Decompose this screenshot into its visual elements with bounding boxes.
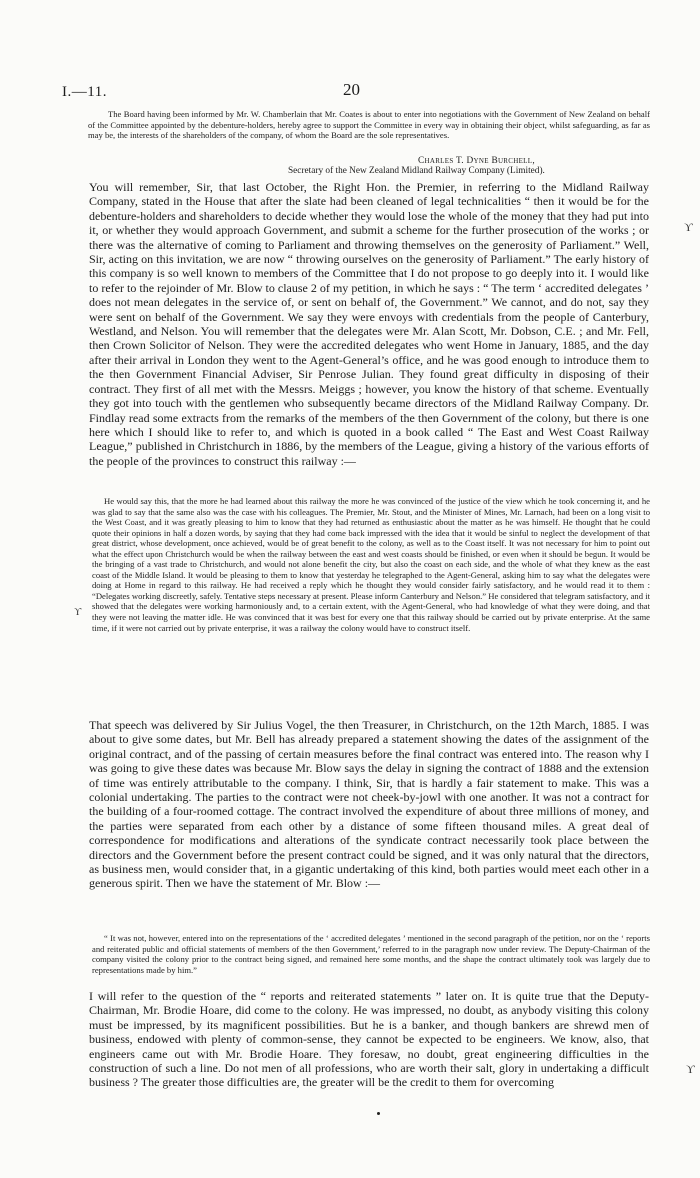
- signature-name: Charles T. Dyne Burchell,: [418, 156, 535, 166]
- footer-dot: [377, 1112, 380, 1115]
- quotation-vogel-speech: He would say this, that the more he had learned about this railway the more he was convinced of the justice of the view which he took concerning it, and he was glad to say that the same also was the case with his colleagues. The Premier, Mr. Stout, and the Minister of Mines, Mr. Larnach, had been on a long visit to the West Coast, and it was greatly pleasing to him to know that they had returned as enthusiastic about the matter as he was himself. He thought that he could quote their opinions in half a dozen words, by saying that they had come back impressed with the idea that it would be sinful to neglect the development of that great district, whose development, once achieved, would be of great benefit to the colony, as well as to the Coast itself. It was not necessary for him to point out what the effect upon Christchurch would be when the railway between the east and west coasts should be finished, or even when it should be begun. It would be the bringing of a vast trade to Christchurch, and would not alone benefit the city, but also the coast on each side, and the whole of what they knew as the east coast of the Middle Island. It would be pleasing to them to know that yesterday he telegraphed to the Agent-General, asking him to say what the delegates were doing at Home in regard to this railway. He had received a reply which he thought they would consider fairly satisfactory, and he would read it to them : “Delegates working discreetly, safely. Tentative steps necessary at present. Please inform Canterbury and Nelson.” He considered that telegram satisfactory, and it showed that the delegates were working harmoniously and, to a certain extent, with the Agent-General, who had knowledge of what they were doing, and that they were not leaving the matter idle. He was convinced that it was best for every one that this railway should be carried out by private enterprise. At the same time, if it were not carried out by private enterprise, it was a railway the colony would have to construct itself.: [92, 496, 650, 633]
- quotation-blow-statement: “ It was not, however, entered into on the representations of the ‘ accredited delegates ’ mentioned in the second paragraph of the petition, nor on the ‘ reports and reiterated public and official statements of members of the then Government,’ referred to in the paragraph now under review. The Deputy-Chairman of the company visited the colony prior to the contract being signed, and remained here some months, and the shape the contract ultimately took was largely due to representations made by him.”: [92, 933, 650, 975]
- page-reference: I.—11.: [62, 84, 107, 100]
- board-note: The Board having been informed by Mr. W. Chamberlain that Mr. Coates is about to enter into negotiations with the Government of New Zealand on behalf of the Committee appointed by the debenture-holders, hereby agree to support the Committee in every way in obtaining their object, whilst safeguarding, as far as may be, the interests of the shareholders of the company, of whom the Board are the sole representatives.: [88, 109, 650, 141]
- margin-mark-bottom: ϒ: [686, 1062, 695, 1076]
- body-paragraph-2: That speech was delivered by Sir Julius Vogel, the then Treasurer, in Christchurch, on the 12th March, 1885. I was about to give some dates, but Mr. Bell has already prepared a statement showing the dates of the assignment of the original contract, and of the passing of certain measures before the final contract was entered into. The reason why I was going to give these dates was because Mr. Blow says the delay in signing the contract of 1888 and the extension of time was entirely attributable to the company. I think, Sir, that is hardly a fair statement to make. This was a colonial undertaking. The parties to the contract were not cheek-by-jowl with one another. It was not a contract for the building of a four-roomed cottage. The contract involved the expenditure of about three millions of money, and the parties were separated from each other by a distance of some fifteen thousand miles. A great deal of correspondence for modifications and alterations of the syndicate contract necessarily took place between the directors and the Government before the present contract could be signed, and it was only natural that the directors, as business men, would consider that, in a gigantic undertaking of this kind, both parties would meet each other in a generous spirit. Then we have the statement of Mr. Blow :—: [89, 718, 649, 891]
- signature-title: Secretary of the New Zealand Midland Railway Company (Limited).: [288, 166, 545, 176]
- body-paragraph-3: I will refer to the question of the “ reports and reiterated statements ” later on. It is quite true that the Deputy-Chairman, Mr. Brodie Hoare, did come to the colony. He was impressed, no doubt, as anybody visiting this colony must be impressed, by its magnificent possibilities. But he is a banker, and though bankers are shrewd men of business, endowed with plenty of common-sense, they cannot be expected to be engineers. We know, also, that engineers came out with Mr. Brodie Hoare. They foresaw, no doubt, great engineering difficulties in the construction of such a line. Do not men of all professions, who are worth their salt, glory in undertaking a difficult business ? The greater those difficulties are, the greater will be the credit to them for overcoming: [89, 989, 649, 1090]
- margin-mark-top: ϒ: [684, 220, 693, 234]
- body-paragraph-1: You will remember, Sir, that last October, the Right Hon. the Premier, in referring to the Midland Railway Company, stated in the House that after the slate had been cleaned of legal technicalities “ then it would be for the debenture-holders and shareholders to decide whether they would lose the whole of the money that they had put into it, or whether they would approach Government, and submit a scheme for the further prosecution of the works ; or there was the alternative of coming to Parliament and throwing themselves on the generosity of Parliament.” Well, Sir, acting on this invitation, we are now “ throwing ourselves on the generosity of Parliament.” The early history of this company is so well known to members of the Committee that I do not propose to go deeply into it. I would like to refer to the rejoinder of Mr. Blow to clause 2 of my petition, in which he says : “ The term ‘ accredited delegates ’ does not mean delegates in the service of, or sent on behalf of, the Government.” We cannot, and do not, say they were sent on behalf of the Government. We say they were envoys with credentials from the people of Canterbury, Westland, and Nelson. You will remember that the delegates were Mr. Alan Scott, Mr. Dobson, C.E. ; and Mr. Fell, then Crown Solicitor of Nelson. They were the accredited delegates who went Home in January, 1885, and the day after their arrival in London they went to the Agent-General’s office, and he was good enough to introduce them to the then Government Financial Adviser, Sir Penrose Julian. They found great difficulty in disposing of their contract. They first of all met with the Messrs. Meiggs ; however, you know the history of that scheme. Eventually they got into touch with the gentlemen who subsequently became directors of the Midland Railway Company. Dr. Findlay read some extracts from the remarks of the members of the then Government of the colony, but there is one here which I should like to refer to, and which is quoted in a book called “ The East and West Coast Railway League,” published in Christchurch in 1886, by the members of the League, giving a history of the various efforts of the people of the provinces to construct this railway :—: [89, 180, 649, 468]
- margin-mark-left: ϒ: [74, 607, 82, 618]
- page-number: 20: [343, 80, 360, 99]
